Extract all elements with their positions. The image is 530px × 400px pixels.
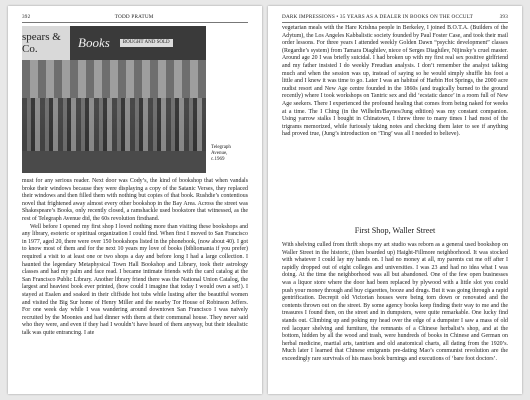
body-paragraph: With shelving culled from thrift shops my art studio was reborn as a general used bookshop on Waller Street in the historic, (then boarded up) Haight-Fillmore neighborhood. It was stocked with whatever I could lay my hands on. I had no money at all, my parents cut me off after I rapidly dropped out of eight colleges and universities. I was 23 and had no idea what I was doing. At the time the neighborhood was all but abandoned. One of the few open businesses was a liquor store where the door had been replaced by plywood with a little slot you could push your money through and buy cigarettes, booze and drugs. But it was going through a rapid gentrification. Decrepit old Victorian houses were being torn down or renovated and the contents thrown out on the street. By some agency books keep finding their way to me and the treasures I found then, on the street and in dumpsters, were quite remarkable. One lucky find stands out. Climbing up and poking my head over the edge of a dumpster I saw a mass of old red lacquer shelving and furniture, the remnants of a Chinese herbalist’s shop, and at the bottom, hidden by all the wood and trash, were hundreds of books in Chinese and German on herbal medicine, martial arts, tantrism and old anatomical charts, all dating from the 1920’s. Much later I learned that Chinese emigrants pre-dating Mao’s communist revolution are the exceedingly rare survivals of his mass book burnings and executions of ‘bare foot doctors’. (282, 242, 508, 362)
left-page (8, 6, 262, 394)
caption-line: Avenue, (211, 151, 228, 157)
right-running-head (282, 14, 508, 23)
body-paragraph: vegetarian meals with the Hare Krishna people in Berkeley, I joined B.O.T.A. (Builders of the Adytum), the Los Angeles Kabbalistic society founded by Paul Foster Case, and took their mail order lessons. For three years I attended weekly Golden Dawn “psychic development” classes (Regardie’s system) from Tamara Diaghilev, niece of Serges Diaghilev, Nijinsky’s cruel master. Around age 20 I was briefly suicidal. I had broken up with my first real sex positive girlfriend and my father insisted I do weekly Freudian analysis. I don’t remember the analyst talking much and when the session was up, instead of saying so he would simply shuffle his foot a little and I knew it was time to go. Later I was an habitué of Harbin Hot Springs, the 2000 acre nudist resort and New Age centre founded in the 1860s (and tragically burned to the ground recently) where I took workshops on Tantric sex and did ‘ecstatic dance’ in a room full of New Age seekers. There I experienced the profound healing that comes from being naked for weeks at a time. The I Ching (in the Wilhelm/Baynes/Jung edition) was my constant companion. Using yarrow stalks I bought in Chinatown, I threw three to many times I had most of the trigrams memorized, while furiously taking notes and checking them later to see if anything had proved true, (Jung’s introduction on ‘Ting’ was all I needed to believe). (282, 25, 508, 138)
section-body-text (282, 242, 508, 364)
sign-main (70, 26, 206, 60)
body-paragraph: must for any serious reader. Next door was Cody’s, the kind of bookshop that when vandals broke their windows because they were displaying a copy of the Satanic Verses, they replaced their windows and then filled them with nothing but copies of that book. Rushdie’s contentious novel that frightened away almost every other bookshop in the Bay Area. Across the street was Shakespeare’s Books, only recently closed, a ramshackle used bookstore that witnessed, as the rest of Telegraph Avenue did, the 60s revolution firsthand. (22, 178, 248, 222)
photo-awning (22, 60, 206, 98)
bookshop-photo (22, 26, 206, 173)
section-heading: First Shop, Waller Street (354, 226, 436, 235)
sign-small-text: BOUGHT AND SOLD (120, 39, 173, 47)
caption-line: c.1969 (211, 157, 225, 163)
caption-line: Telegraph (211, 145, 231, 150)
storefront-sign (22, 26, 206, 60)
sign-main-text: Books (78, 35, 110, 50)
body-paragraph: Well before I opened my first shop I loved nothing more than visiting these bookshops and any library, esoteric or spiritual organization I could find. When first I moved to San Francisco in 1977, aged 20, there were over 150 bookshops listed in the phonebook, (now about 40). I got to know most of them and for the next 10 years my love of books (bibliomania if you prefer) required a visit to at least one or two shops a day and before long I had a large collection. I haunted the legendary Metaphysical Town Hall Bookshop and Library, took their astrology classes and had my palm and face read. I became intimate friends with the card catalog at the San Francisco Public Library. Another library friend there was the National Union Catalog, the largest and heaviest book ever printed, (how could I imagine that today I would own a set!). I stayed at Esalen and soaked in their cliffside hot tubs while lusting after the beautiful women and visited the Big Sur home of Henry Miller and the nearby Tor House of Robinson Jeffers. For one week day while I was wandering around downtown San Francisco I was naively recruited by the Moonies and had dinner with them at their communal house. They never said who they were, and even if they had I wouldn’t have heard of them anyway, but their idealistic talk was quite entrancing. I ate (22, 223, 248, 336)
left-page-number: 392 (22, 14, 31, 20)
right-running-title: DARK IMPRESSIONS • 35 YEARS AS A DEALER IN BOOKS ON THE OCCULT (282, 14, 473, 20)
right-page (268, 6, 522, 394)
left-running-head (22, 14, 248, 23)
left-body-text (22, 178, 248, 337)
right-page-number: 393 (499, 14, 508, 20)
right-body-text (282, 25, 508, 139)
left-running-title: TODD PRATUM (114, 14, 154, 20)
book-spread (8, 6, 522, 394)
sign-left-text: spears & Co. (22, 26, 70, 60)
photo-caption (211, 145, 251, 164)
photo-street (22, 151, 206, 173)
